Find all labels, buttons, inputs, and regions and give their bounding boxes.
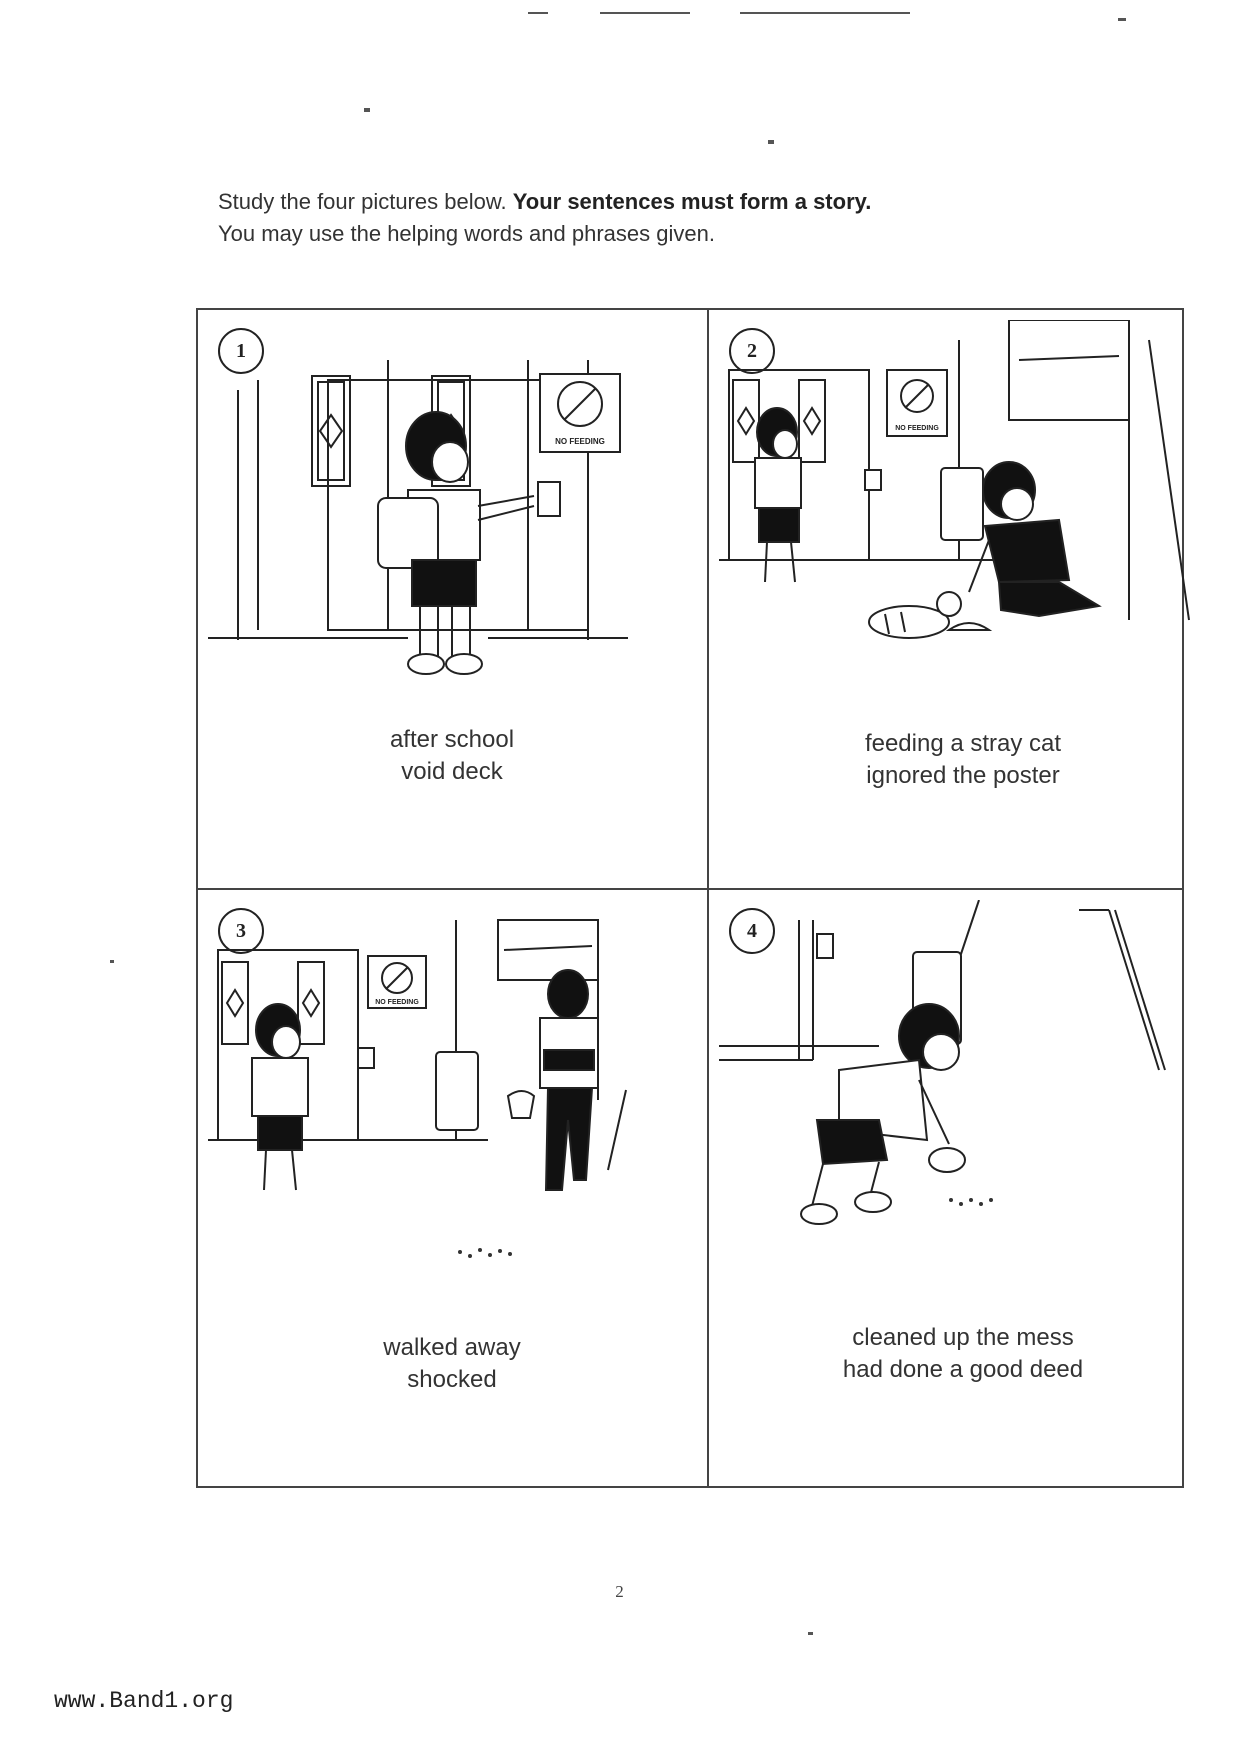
panel-4: [709, 890, 1217, 1486]
helping-word: after school: [389, 726, 515, 753]
helping-words: [198, 724, 706, 788]
watermark-url: www.Band1.org: [54, 1688, 234, 1714]
helping-word: had done a good deed: [842, 1356, 1084, 1383]
instructions-emphasis: Your sentences must form a story.: [512, 189, 872, 214]
panel-2-illustration: [719, 320, 1209, 700]
instructions-line-2: You may use the helping words and phrases given.: [218, 221, 715, 246]
panel-number-badge: 4: [729, 908, 775, 954]
panel-2: [709, 310, 1217, 888]
picture-grid: [196, 308, 1184, 1488]
no-feeding-sign-text: NO FEEDING: [555, 437, 605, 446]
page-number: 2: [615, 1582, 624, 1601]
panel-1-illustration: [208, 320, 698, 700]
helping-word: cleaned up the mess: [852, 1324, 1074, 1351]
scan-speck: [1118, 18, 1126, 21]
panel-number-badge: 2: [729, 328, 775, 374]
instructions: [218, 186, 1118, 250]
panel-number-badge: 1: [218, 328, 264, 374]
scan-speck: [364, 108, 370, 112]
scan-speck: [768, 140, 774, 144]
no-feeding-sign-text: NO FEEDING: [375, 999, 419, 1006]
helping-words: [709, 728, 1217, 792]
panel-number-badge: 3: [218, 908, 264, 954]
panel-1: [198, 310, 706, 888]
panel-4-illustration: [719, 900, 1209, 1320]
helping-word: void deck: [401, 758, 503, 785]
helping-word: ignored the poster: [866, 762, 1060, 789]
scan-speck: [600, 12, 690, 14]
panel-3: [198, 890, 706, 1486]
helping-words: [709, 1322, 1217, 1386]
helping-word: shocked: [407, 1366, 497, 1393]
no-feeding-sign-text: NO FEEDING: [895, 425, 939, 432]
helping-words: [198, 1332, 706, 1396]
panel-3-illustration: [208, 900, 698, 1320]
instructions-line-1: Study the four pictures below. Your sentences must form a story.: [218, 189, 872, 214]
scan-speck: [740, 12, 910, 14]
helping-word: walked away: [383, 1334, 521, 1361]
scan-speck: [110, 960, 114, 963]
scan-speck: [528, 12, 548, 14]
helping-word: feeding a stray cat: [864, 730, 1062, 757]
scan-speck: [808, 1632, 813, 1635]
